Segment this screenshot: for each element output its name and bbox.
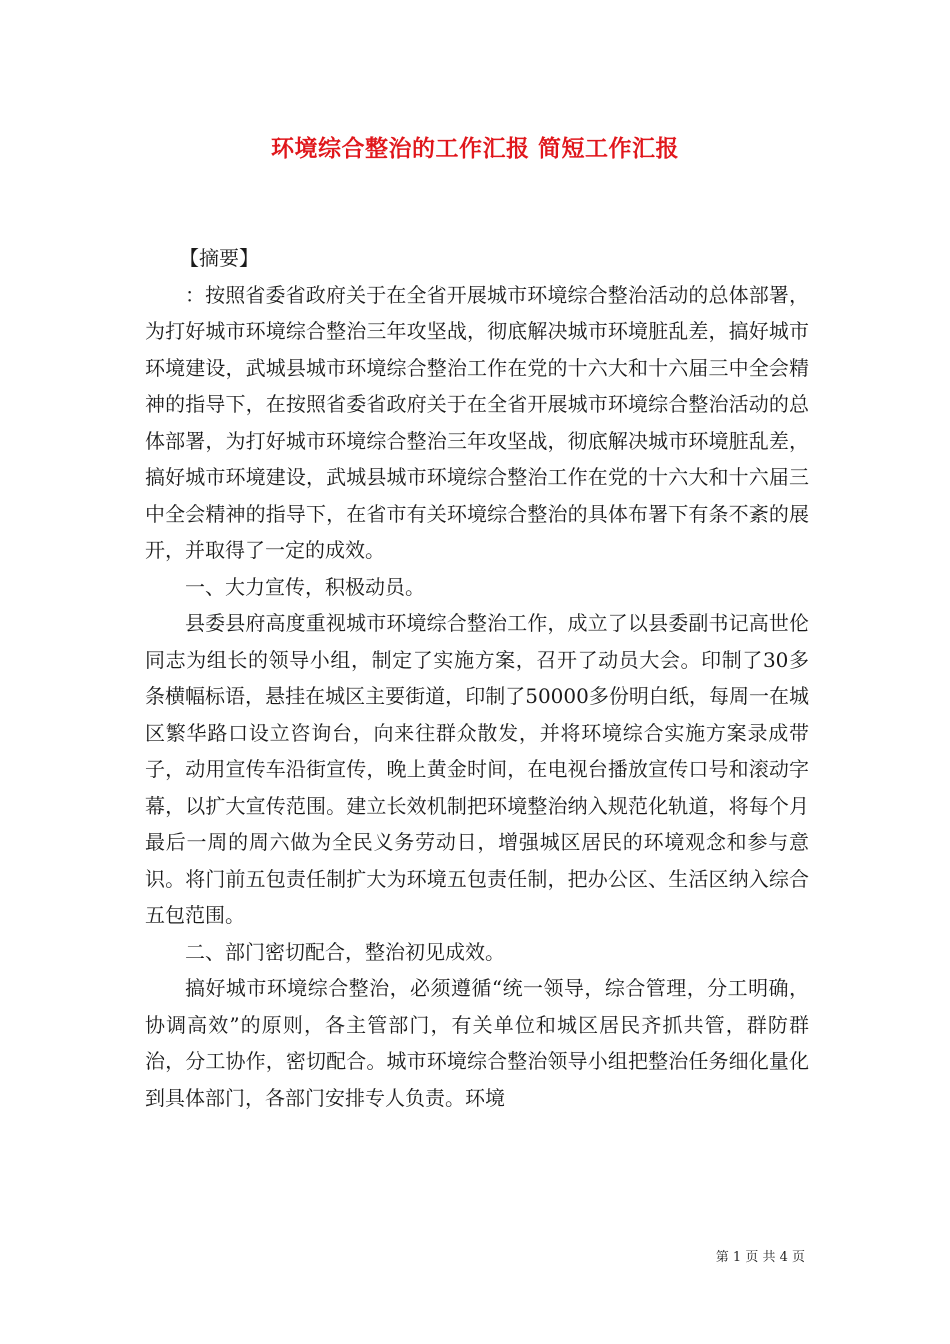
body-paragraph: 搞好城市环境综合整治，必须遵循“统一领导，综合管理，分工明确，协调高效”的原则，各主管部门，有关单位和城区居民齐抓共管，群防群治，分工协作，密切配合。城市环境综合整治领导小组把整治任务细化量化到具体部门，各部门安排专人负责。环境 (145, 976, 809, 1110)
document-body (145, 240, 809, 1116)
section-heading-2: 二、部门密切配合，整治初见成效。 (185, 939, 505, 964)
abstract-heading: 【摘要】 (179, 246, 259, 270)
section-heading-1: 一、大力宣传，积极动员。 (185, 574, 425, 599)
abstract-paragraph: ：按照省委省政府关于在全省开展城市环境综合整治活动的总体部署，为打好城市环境综合整治三年攻坚战，彻底解决城市环境脏乱差，搞好城市环境建设，武城县城市环境综合整治工作在党的十六大和十六届三中全会精神的指导下，在按照省委省政府关于在全省开展城市环境综合整治活动的总体部署，为打好城市环境综合整治三年攻坚战，彻底解决城市环境脏乱差，搞好城市环境建设，武城县城市环境综合整治工作在党的十六大和十六届三中全会精神的指导下，在省市有关环境综合整治的具体布署下有条不紊的展开，并取得了一定的成效。 (145, 282, 809, 562)
document-title: 环境综合整治的工作汇报 简短工作汇报 (270, 135, 679, 162)
page-number: 第 1 页 共 4 页 (715, 1250, 805, 1265)
body-paragraph: 县委县府高度重视城市环境综合整治工作，成立了以县委副书记高世伦同志为组长的领导小组，制定了实施方案，召开了动员大会。印制了30多条横幅标语，悬挂在城区主要街道，印制了50000多份明白纸，每周一在城区繁华路口设立咨询台，向来往群众散发，并将环境综合实施方案录成带子，动用宣传车沿街宣传，晚上黄金时间，在电视台播放宣传口号和滚动字幕，以扩大宣传范围。建立长效机制把环境整治纳入规范化轨道，将每个月最后一周的周六做为全民义务劳动日，增强城区居民的环境观念和参与意识。将门前五包责任制扩大为环境五包责任制，把办公区、生活区纳入综合五包范围。 (145, 611, 809, 927)
